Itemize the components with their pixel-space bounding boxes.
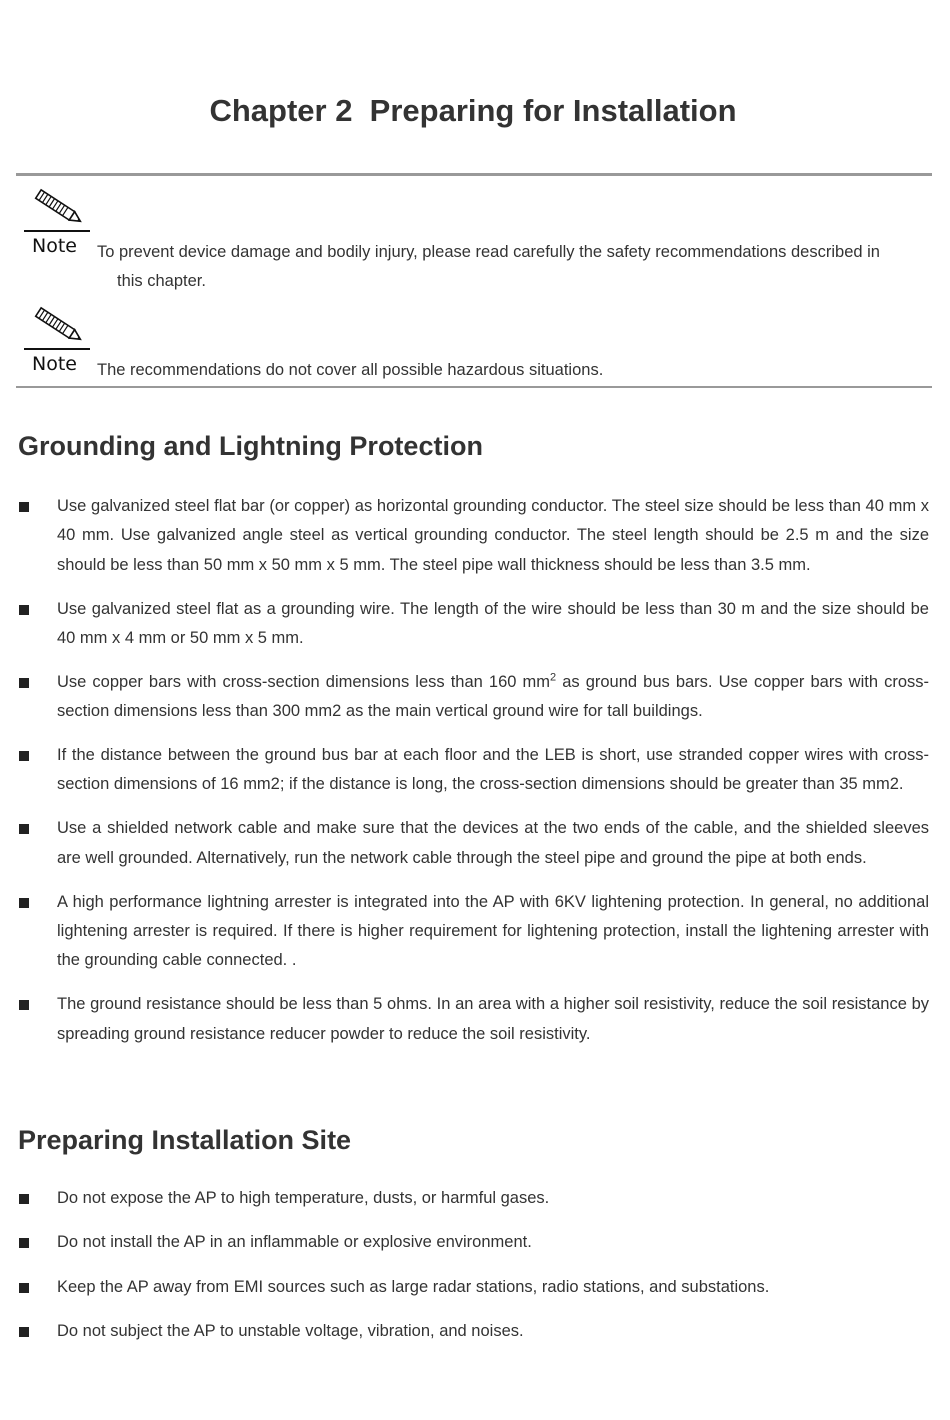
grounding-list xyxy=(0,492,950,1064)
list-item xyxy=(0,1317,929,1346)
list-item xyxy=(0,990,929,1049)
note-underline xyxy=(24,348,90,350)
square-bullet-icon xyxy=(19,1283,29,1293)
list-item xyxy=(0,814,929,873)
list-item-text: If the distance between the ground bus bar at each floor and the LEB is short, use stranded copper wires with cross-section dimensions of 16 mm2; if the distance is long, the cross-section dimensions should be greater than 35 mm2. xyxy=(57,746,929,794)
site-list xyxy=(0,1184,950,1361)
square-bullet-icon xyxy=(19,1000,29,1010)
list-item xyxy=(0,595,929,654)
section-heading-grounding: Grounding and Lightning Protection xyxy=(18,431,483,461)
note-underline xyxy=(24,230,90,232)
note-text: The recommendations do not cover all possible hazardous situations. xyxy=(97,361,604,379)
square-bullet-icon xyxy=(19,502,29,512)
pencil-icon xyxy=(30,186,86,230)
list-item xyxy=(0,1273,929,1302)
note-label: Note xyxy=(32,235,77,257)
square-bullet-icon xyxy=(19,605,29,615)
top-divider xyxy=(16,173,932,176)
note-text xyxy=(97,238,927,296)
note-text-line: To prevent device damage and bodily injury, please read carefully the safety recommendations described in xyxy=(97,243,880,261)
list-item xyxy=(0,741,929,800)
list-item-text: Use galvanized steel flat as a grounding wire. The length of the wire should be less than 30 m and the size should be 40 mm x 4 mm or 50 mm x 5 mm. xyxy=(57,599,929,647)
bottom-divider xyxy=(16,386,932,388)
list-item xyxy=(0,668,929,727)
square-bullet-icon xyxy=(19,751,29,761)
list-item-text-part: Use copper bars with cross-section dimensions less than 160 mm xyxy=(57,672,550,691)
square-bullet-icon xyxy=(19,824,29,834)
square-bullet-icon xyxy=(19,678,29,688)
list-item xyxy=(0,1228,929,1257)
list-item-text: Do not expose the AP to high temperature, dusts, or harmful gases. xyxy=(57,1189,550,1207)
list-item-text: Do not subject the AP to unstable voltage, vibration, and noises. xyxy=(57,1321,524,1340)
list-item-text: Do not install the AP in an inflammable or explosive environment. xyxy=(57,1233,532,1252)
chapter-title: Chapter 2 Preparing for Installation xyxy=(209,93,737,128)
list-item-text: Keep the AP away from EMI sources such as large radar stations, radio stations, and substations. xyxy=(57,1277,770,1296)
pencil-note-icon xyxy=(22,186,92,258)
pencil-icon xyxy=(30,304,86,348)
note-text-line: this chapter. xyxy=(117,272,206,290)
list-item-text: A high performance lightning arrester is integrated into the AP with 6KV lightening protection. In general, no additional lightening arrester is required. If there is higher requirement for lightening protection, install the lightening arrester with the grounding cable connected. . xyxy=(57,892,929,970)
section-heading-site: Preparing Installation Site xyxy=(18,1125,352,1155)
list-item xyxy=(0,888,929,976)
pencil-note-icon xyxy=(22,304,92,376)
list-item-text-part: as ground bus bars. Use copper bars with cross-section dimensions less than 300 mm2 as the main vertical ground wire for tall buildings. xyxy=(57,672,929,721)
note-label: Note xyxy=(32,353,77,375)
superscript: 2 xyxy=(550,671,557,684)
square-bullet-icon xyxy=(19,1194,29,1204)
list-item-text: The ground resistance should be less than 5 ohms. In an area with a higher soil resistivity, reduce the soil resistance by spreading ground resistance reducer powder to reduce the soil resistivity. xyxy=(57,995,929,1043)
list-item xyxy=(0,492,929,580)
list-item xyxy=(0,1184,929,1213)
square-bullet-icon xyxy=(19,1238,29,1248)
list-item-text xyxy=(57,673,929,720)
list-item-text: Use galvanized steel flat bar (or copper) as horizontal grounding conductor. The steel size should be less than 40 mm x 40 mm. Use galvanized angle steel as vertical grounding conductor. The steel length should be 2.5 m and the size should be less than 50 mm x 50 mm x 5 mm. The steel pipe wall thickness should be less than 3.5 mm. xyxy=(57,497,929,574)
square-bullet-icon xyxy=(19,898,29,908)
square-bullet-icon xyxy=(19,1327,29,1337)
list-item-text: Use a shielded network cable and make sure that the devices at the two ends of the cable, and the shielded sleeves are well grounded. Alternatively, run the network cable through the steel pipe and ground the pipe at both ends. xyxy=(57,819,929,867)
